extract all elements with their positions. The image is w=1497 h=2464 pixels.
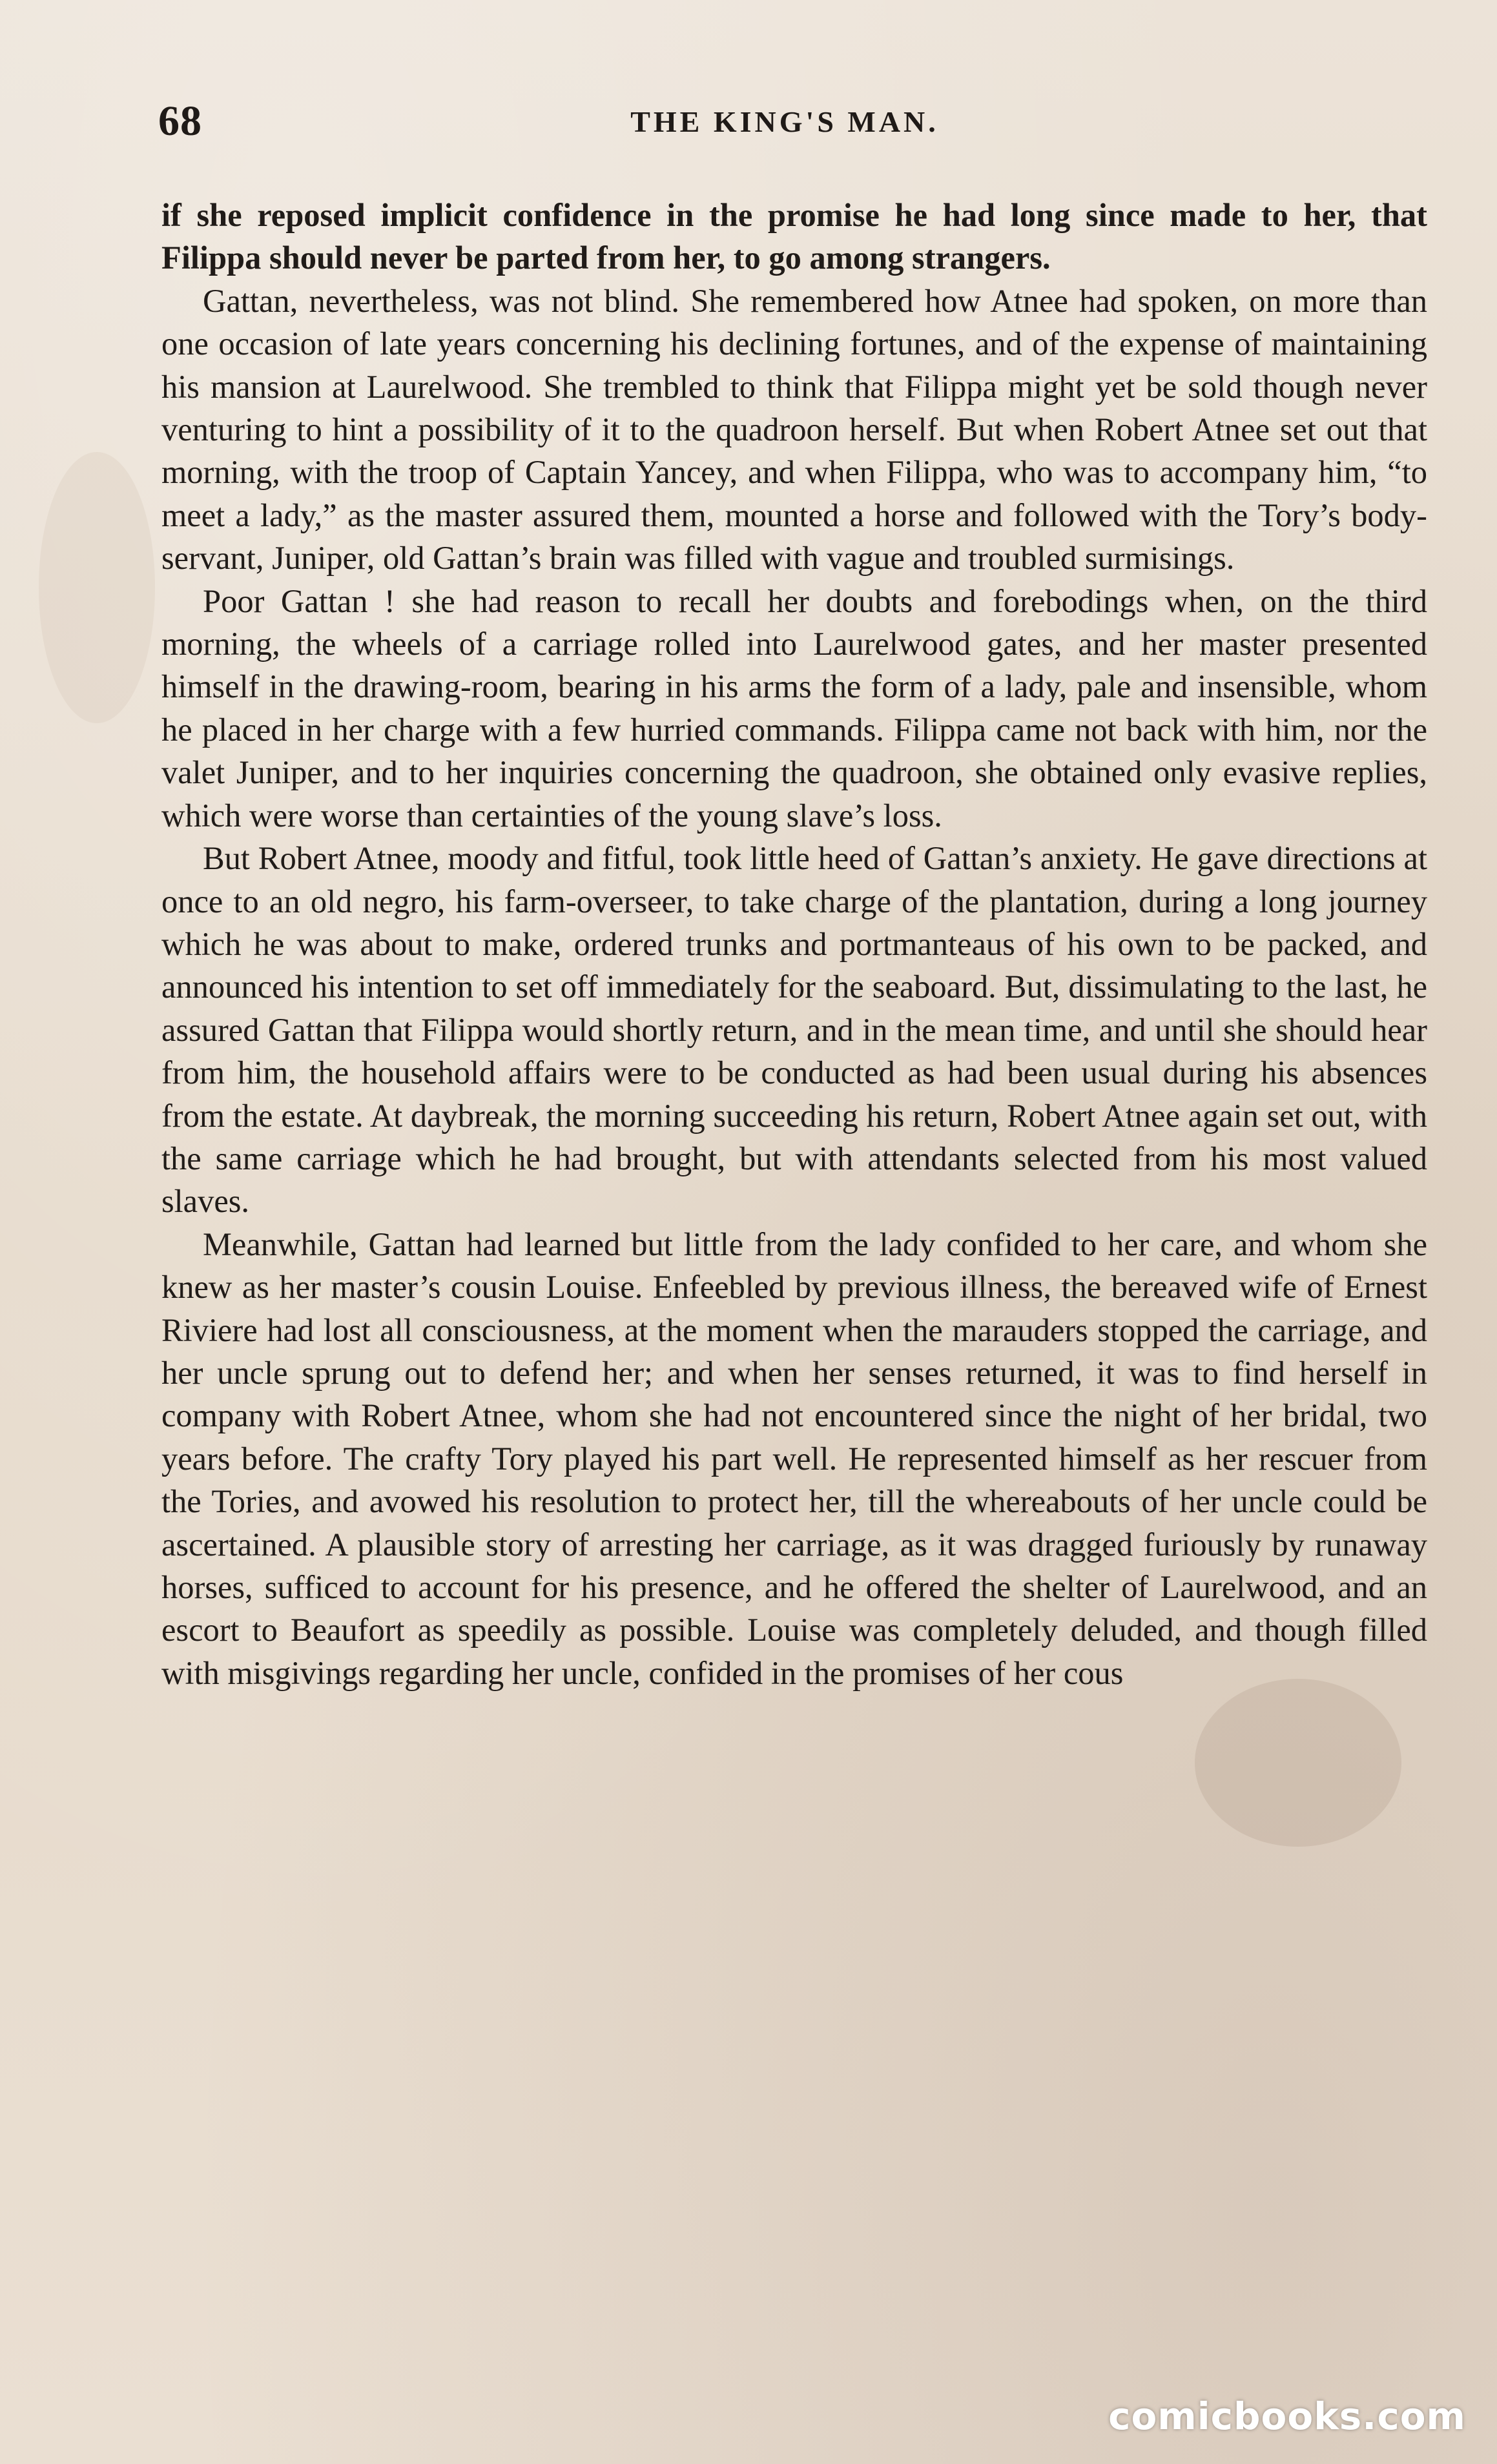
paragraph: But Robert Atnee, moody and fitful, took little heed of Gattan’s anxiety. He gave directions at once to an old negro, his farm-overseer, to take charge of the plantation, during a long journey which he was about to make, ordered trunks and portmanteaus of his own to be packed, and announced his intention to set off immediately for the seaboard. But, dissimulating to the last, he assured Gattan that Filippa would shortly return, and in the mean time, and until she should hear from him, the household affairs were to be conducted as had been usual during his absences from the estate. At daybreak, the morning succeeding his return, Robert Atnee again set out, with the same carriage which he had brought, but with attendants selected from his most valued slaves. [161, 840, 1427, 1220]
page-number: 68 [158, 98, 202, 145]
page-header [152, 97, 1418, 149]
watermark: comicbooks.com [1108, 2394, 1466, 2438]
page-stain [39, 452, 155, 723]
paragraph: Gattan, nevertheless, was not blind. She remembered how Atnee had spoken, on more than one occasion of late years concerning his declining fortunes, and of the expense of maintaining his mansion at Laurelwood. She trembled to think that Filippa might yet be sold though never venturing to hint a possibility of it to the quadroon herself. But when Robert Atnee set out that morning, with the troop of Captain Yancey, and when Filippa, who was to accompany him, “to meet a lady,” as the master assured them, mounted a horse and followed with the Tory’s body-servant, Juniper, old Gattan’s brain was filled with vague and troubled surmisings. [161, 282, 1427, 577]
body-text [161, 194, 1427, 1694]
page-stain [1195, 1679, 1401, 1847]
paragraph: Poor Gattan ! she had reason to recall her doubts and forebodings when, on the third morning, the wheels of a carriage rolled into Laurelwood gates, and her master presented himself in the drawing-room, bearing in his arms the form of a lady, pale and insensible, whom he placed in her charge with a few hurried commands. Filippa came not back with him, nor the valet Juniper, and to her inquiries concerning the quadroon, she obtained only evasive replies, which were worse than certainties of the young slave’s loss. [161, 582, 1427, 834]
paragraph: Meanwhile, Gattan had learned but little from the lady confided to her care, and whom she knew as her master’s cousin Louise. Enfeebled by previous illness, the bereaved wife of Ernest Riviere had lost all consciousness, at the moment when the marauders stopped the carriage, and her uncle sprung out to defend her; and when her senses returned, it was to find herself in company with Robert Atnee, whom she had not encountered since the night of her bridal, two years before. The crafty Tory played his part well. He represented himself as her rescuer from the Tories, and avowed his resolution to protect her, till the whereabouts of her uncle could be ascertained. A plausible story of arresting her carriage, as it was dragged furiously by runaway horses, sufficed to account for his presence, and he offered the shelter of Laurelwood, and an escort to Beaufort as speedily as possible. Louise was completely deluded, and though filled with misgivings regarding her uncle, confided in the promises of her cous [161, 1226, 1427, 1691]
running-title: THE KING'S MAN. [630, 105, 939, 138]
paragraph-continuation: if she reposed implicit confidence in the promise he had long since made to her, that Filippa should never be parted from her, to go among strangers. [161, 197, 1427, 276]
